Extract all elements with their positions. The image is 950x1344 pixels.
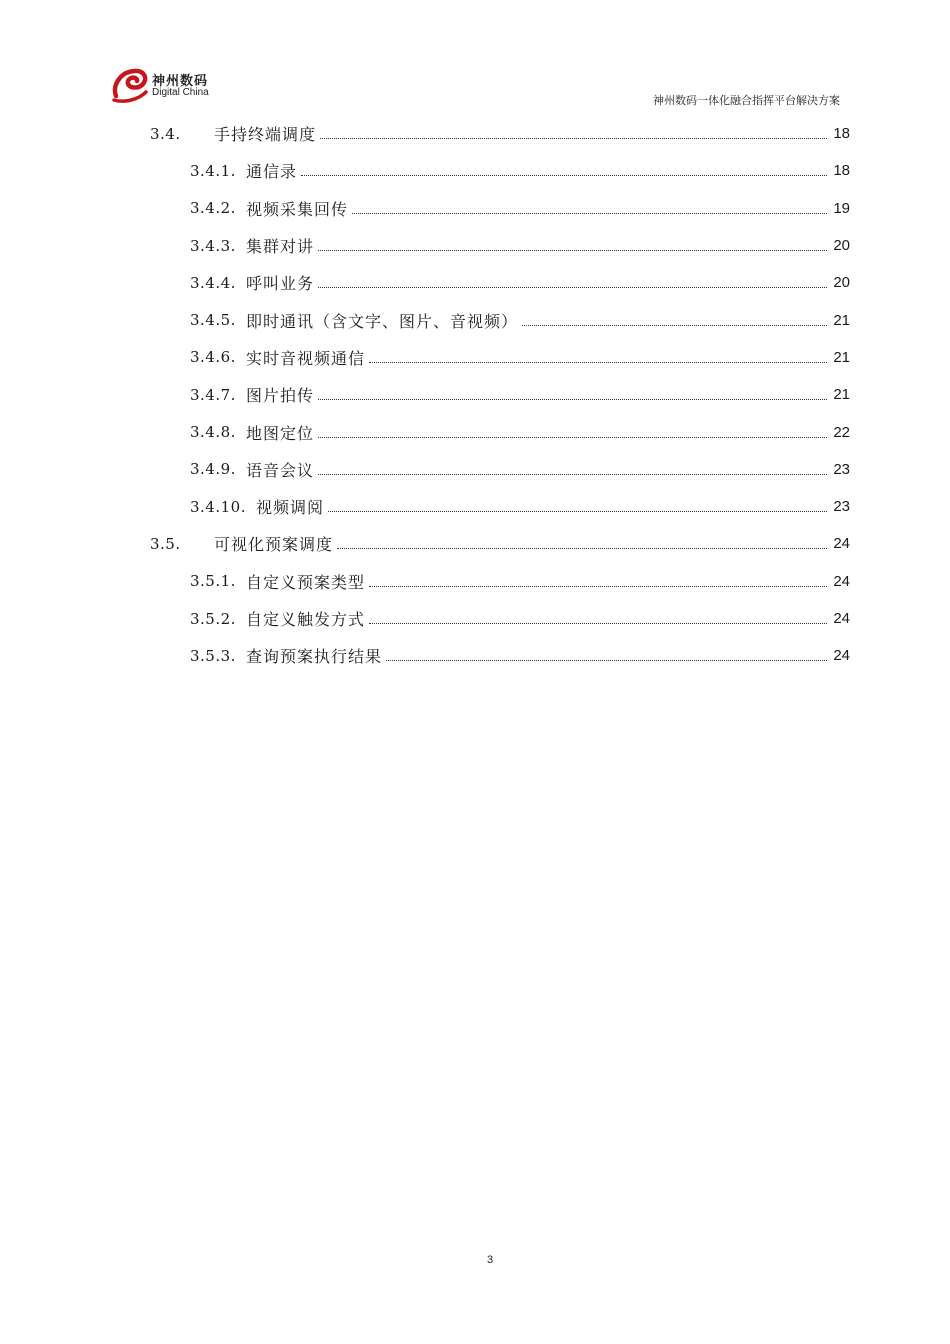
toc-entry-number: 3.4.2. <box>190 199 236 218</box>
logo-chinese-text: 神州数码 <box>152 74 209 89</box>
toc-entry[interactable] <box>150 264 850 301</box>
toc-entry-page: 20 <box>833 237 850 255</box>
toc-entry-title: 手持终端调度 <box>214 125 317 145</box>
toc-entry[interactable] <box>150 563 850 600</box>
toc-entry-title: 通信录 <box>245 162 297 182</box>
toc-entry-title: 可视化预案调度 <box>214 535 334 555</box>
toc-entry-title: 视频调阅 <box>255 498 324 518</box>
toc-entry-number: 3.4.5. <box>190 311 236 330</box>
toc-dot-leader <box>522 325 827 326</box>
toc-entry-number: 3.5.2. <box>190 609 236 628</box>
toc-entry-page: 23 <box>833 460 850 478</box>
toc-entry-page: 24 <box>833 535 850 553</box>
toc-entry-title: 集群对讲 <box>245 237 314 257</box>
toc-entry-number: 3.4.6. <box>190 348 236 367</box>
toc-entry-number: 3.4.8. <box>190 423 236 442</box>
toc-dot-leader <box>320 138 827 139</box>
toc-entry-number: 3.5.1. <box>190 572 236 591</box>
toc-dot-leader <box>369 362 827 363</box>
toc-entry-title: 语音会议 <box>245 460 314 480</box>
toc-entry-title: 即时通讯（含文字、图片、音视频） <box>245 311 518 331</box>
toc-entry-page: 24 <box>833 572 850 590</box>
table-of-contents <box>150 115 850 674</box>
toc-entry-page: 21 <box>833 386 850 404</box>
toc-entry[interactable] <box>150 413 850 450</box>
toc-entry[interactable] <box>150 600 850 637</box>
toc-entry-page: 21 <box>833 311 850 329</box>
toc-entry-title: 视频采集回传 <box>245 199 348 219</box>
toc-entry-page: 24 <box>833 647 850 665</box>
toc-entry-title: 自定义预案类型 <box>245 572 365 592</box>
toc-entry[interactable] <box>150 637 850 674</box>
page-header <box>110 64 850 110</box>
toc-entry[interactable] <box>150 488 850 525</box>
toc-dot-leader <box>318 399 827 400</box>
toc-entry-title: 地图定位 <box>245 423 314 443</box>
toc-entry-number: 3.4.10. <box>190 497 246 516</box>
toc-entry[interactable] <box>150 339 850 376</box>
toc-entry[interactable] <box>150 190 850 227</box>
toc-dot-leader <box>386 660 827 661</box>
digital-china-logo-icon <box>110 66 150 104</box>
toc-entry-number: 3.4. <box>150 124 181 143</box>
toc-entry-title: 查询预案执行结果 <box>245 647 382 667</box>
toc-entry[interactable] <box>150 227 850 264</box>
toc-dot-leader <box>318 474 827 475</box>
toc-entry[interactable] <box>150 152 850 189</box>
toc-entry-title: 图片拍传 <box>245 386 314 406</box>
toc-entry-page: 20 <box>833 274 850 292</box>
toc-dot-leader <box>318 250 827 251</box>
toc-entry-title: 自定义触发方式 <box>245 610 365 629</box>
toc-entry-page: 18 <box>833 125 850 143</box>
toc-entry-number: 3.5.3. <box>190 646 236 665</box>
toc-entry-page: 18 <box>833 162 850 180</box>
toc-entry-title: 实时音视频通信 <box>245 348 365 368</box>
page-number: 3 <box>486 1254 494 1266</box>
toc-dot-leader <box>301 175 827 176</box>
toc-entry[interactable] <box>150 376 850 413</box>
toc-entry-number: 3.4.7. <box>190 385 236 404</box>
toc-entry[interactable] <box>150 301 850 338</box>
toc-dot-leader <box>318 287 827 288</box>
toc-entry[interactable] <box>150 451 850 488</box>
toc-entry-title: 呼叫业务 <box>245 274 314 294</box>
toc-entry-page: 23 <box>833 498 850 516</box>
toc-entry-number: 3.4.1. <box>190 161 236 180</box>
toc-entry-page: 24 <box>833 610 850 627</box>
toc-dot-leader <box>318 437 827 438</box>
toc-entry-page: 22 <box>833 423 850 441</box>
toc-dot-leader <box>352 213 827 214</box>
toc-dot-leader <box>328 511 827 512</box>
toc-entry-number: 3.4.4. <box>190 273 236 292</box>
toc-dot-leader <box>369 586 827 587</box>
toc-entry[interactable] <box>150 115 850 152</box>
toc-entry-page: 21 <box>833 348 850 366</box>
toc-dot-leader <box>337 548 827 549</box>
toc-entry-page: 19 <box>833 199 850 217</box>
digital-china-logo <box>110 64 220 104</box>
toc-entry[interactable] <box>150 525 850 562</box>
toc-entry-number: 3.5. <box>150 534 181 553</box>
toc-entry-number: 3.4.9. <box>190 460 236 479</box>
logo-english-text: Digital China <box>152 87 209 98</box>
toc-entry-number: 3.4.3. <box>190 236 236 255</box>
toc-dot-leader <box>369 623 827 624</box>
document-title: 神州数码一体化融合指挥平台解决方案 <box>653 94 840 107</box>
